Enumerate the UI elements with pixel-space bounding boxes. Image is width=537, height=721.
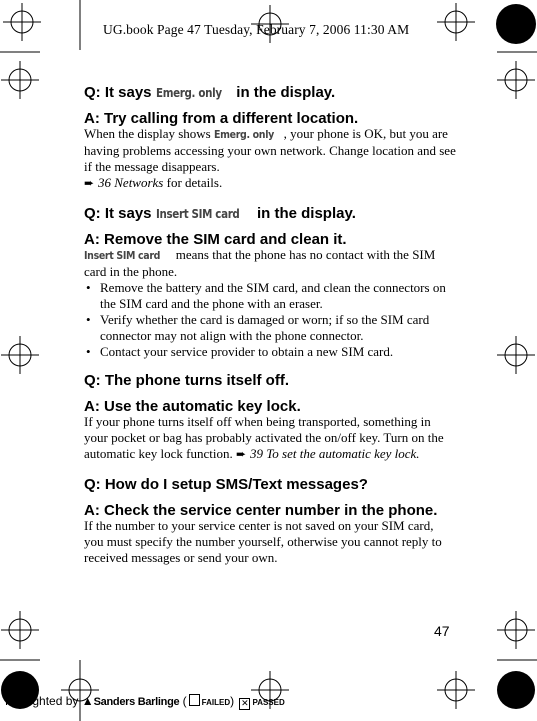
question-suffix: in the display.: [252, 205, 356, 222]
question-heading: Q: How do I setup SMS/Text messages?: [84, 476, 368, 493]
reference-title: Networks: [114, 175, 164, 190]
preflight-label: Preflighted by: [5, 694, 79, 708]
checkbox-checked-icon: ✕: [241, 698, 249, 708]
faq-insert-sim: [84, 205, 456, 360]
page-content: [84, 84, 456, 566]
list-item: • Remove the battery and the SIM card, and clean the connectors on the SIM card and the phone with an eraser.: [84, 280, 456, 312]
checkbox-icon: [189, 694, 200, 706]
question-prefix: Q: It says: [84, 205, 156, 222]
text: , your phone is OK, but you are having problems accessing your own network. Change location and see if the message disappears.: [84, 126, 456, 174]
text: for details.: [163, 175, 223, 190]
answer-heading: A: Remove the SIM card and clean it.: [84, 231, 347, 248]
page-number: 47: [434, 623, 450, 639]
text: means that the phone has no contact with the SIM card in the phone.: [84, 247, 436, 279]
arrow-right-icon: ➨: [235, 447, 247, 461]
display-text: Emerg. only: [155, 86, 222, 100]
answer-body: [84, 247, 456, 280]
preflight-footer: [5, 694, 285, 710]
faq-sms-setup: [84, 476, 456, 566]
text: ): [230, 694, 235, 708]
page-header: UG.book Page 47 Tuesday, February 7, 2006 11:30 AM: [103, 22, 410, 37]
arrow-right-icon: ➨: [84, 176, 95, 190]
answer-body: If the number to your service center is not saved on your SIM card, you must specify the number yourself, otherwise you cannot reply to received messages or send your own.: [84, 518, 442, 565]
display-text: Emerg. only: [213, 128, 274, 141]
failed-label: FAILED: [201, 698, 231, 707]
reference-title: To set the automatic key lock.: [266, 446, 420, 461]
question-prefix: Q: It says: [84, 84, 156, 101]
faq-emerg-only: [84, 84, 456, 191]
text: When the display shows: [84, 126, 214, 141]
question-suffix: in the display.: [232, 84, 336, 101]
brand-name: Sanders Barlinge: [93, 696, 180, 708]
answer-body: [84, 414, 456, 462]
display-text: Insert SIM card: [84, 249, 161, 262]
brand-logo-icon: ▲: [81, 694, 94, 708]
text: If your phone turns itself off when being transported, something in your pocket or bag has probably activated the on/off key. Turn on the automatic key lock function.: [84, 414, 444, 461]
question-heading: Q: The phone turns itself off.: [84, 372, 289, 389]
text: (: [182, 694, 187, 708]
page-reference: 36: [98, 175, 111, 190]
answer-heading: A: Use the automatic key lock.: [84, 398, 301, 415]
answer-body: [84, 126, 456, 191]
answer-heading: A: Try calling from a different location.: [84, 110, 359, 127]
display-text: Insert SIM card: [155, 207, 240, 221]
page-reference: 39: [249, 446, 263, 461]
faq-turns-off: [84, 372, 456, 462]
question-heading: [84, 205, 456, 223]
list-item: • Contact your service provider to obtain a new SIM card.: [84, 344, 456, 360]
bullet-list: [84, 280, 456, 360]
passed-label: PASSED: [252, 698, 285, 707]
list-item: • Verify whether the card is damaged or worn; if so the SIM card connector may not align with the phone connector.: [84, 312, 456, 344]
answer-heading: A: Check the service center number in the phone.: [84, 502, 438, 519]
question-heading: [84, 84, 456, 102]
